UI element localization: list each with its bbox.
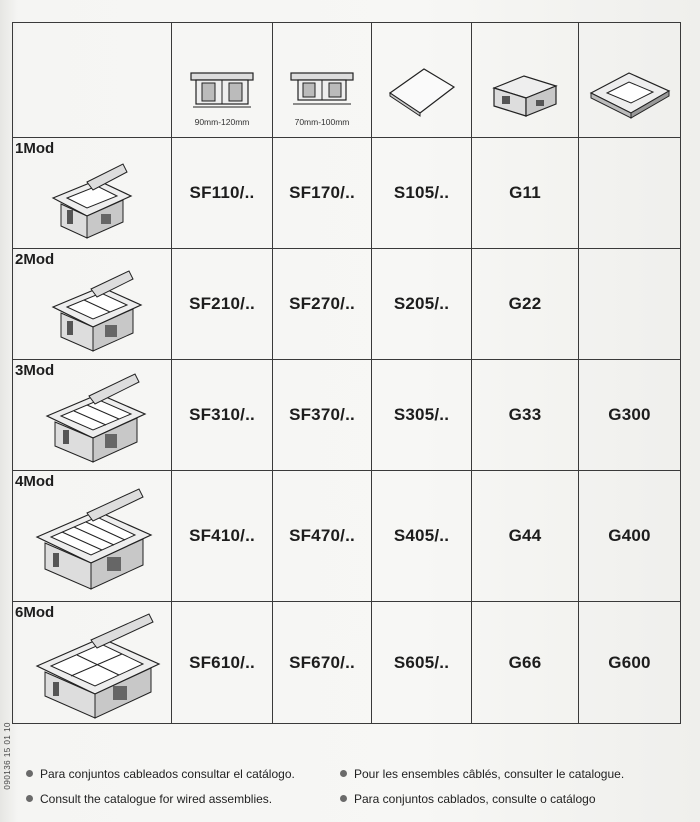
header-row (13, 23, 681, 138)
table-row (13, 138, 681, 249)
square-flange-box-icon (587, 67, 673, 123)
note-fr (340, 767, 624, 781)
code-cell: G400 (579, 471, 681, 602)
code-cell: SF310/.. (172, 360, 273, 471)
mod-cell (13, 249, 172, 360)
code-cell: G66 (472, 602, 579, 724)
note-es (26, 767, 295, 781)
mod-label: 6Mod (15, 604, 55, 621)
bullet-icon (26, 795, 33, 802)
floor-box-3-module-icon (41, 366, 153, 468)
mod-label: 1Mod (15, 140, 55, 157)
code-cell (579, 138, 681, 249)
code-cell: G44 (472, 471, 579, 602)
side-reference-code: 090136 15 01 10 (3, 722, 12, 790)
code-cell: SF670/.. (273, 602, 372, 724)
code-cell (579, 249, 681, 360)
mod-cell (13, 138, 172, 249)
header-corner-cell (13, 23, 172, 138)
dimension-label-short: 70mm-100mm (294, 117, 350, 127)
table-row (13, 602, 681, 724)
mod-label: 3Mod (15, 362, 55, 379)
floor-box-frame-tall-icon (189, 71, 255, 111)
code-cell: G600 (579, 602, 681, 724)
table-row (13, 471, 681, 602)
dimension-label-tall: 90mm-120mm (194, 117, 250, 127)
note-text: Para conjuntos cablados, consulte o catálogo (354, 792, 596, 806)
code-cell: S105/.. (372, 138, 472, 249)
note-en (26, 792, 272, 806)
code-cell: SF610/.. (172, 602, 273, 724)
bullet-icon (26, 770, 33, 777)
header-cell-cover-plate (372, 23, 472, 138)
note-pt (340, 792, 596, 806)
code-cell: S305/.. (372, 360, 472, 471)
code-cell: G11 (472, 138, 579, 249)
concrete-box-icon (490, 70, 560, 122)
code-cell: SF470/.. (273, 471, 372, 602)
code-cell: G33 (472, 360, 579, 471)
code-cell: G300 (579, 360, 681, 471)
floor-box-6-module-icon (31, 606, 165, 722)
floor-box-1-module-icon (47, 158, 137, 242)
mod-label: 2Mod (15, 251, 55, 268)
note-text: Pour les ensembles câblés, consulter le catalogue. (354, 767, 625, 781)
code-cell: SF410/.. (172, 471, 273, 602)
table-row (13, 360, 681, 471)
mod-cell (13, 360, 172, 471)
table-row (13, 249, 681, 360)
code-cell: SF270/.. (273, 249, 372, 360)
mod-cell (13, 471, 172, 602)
mod-cell (13, 602, 172, 724)
code-cell: SF170/.. (273, 138, 372, 249)
floor-box-2-module-icon (47, 263, 147, 357)
floor-box-4-module-icon (31, 481, 159, 595)
code-cell: SF370/.. (273, 360, 372, 471)
product-table (12, 22, 681, 724)
header-cell-concrete-box (472, 23, 579, 138)
code-cell: S405/.. (372, 471, 472, 602)
note-text: Para conjuntos cableados consultar el catálogo. (40, 767, 295, 781)
header-cell-flange-box (579, 23, 681, 138)
bullet-icon (340, 795, 347, 802)
code-cell: S605/.. (372, 602, 472, 724)
code-cell: S205/.. (372, 249, 472, 360)
code-cell: SF210/.. (172, 249, 273, 360)
header-cell-tall-frame (172, 23, 273, 138)
code-cell: SF110/.. (172, 138, 273, 249)
code-cell: G22 (472, 249, 579, 360)
note-text: Consult the catalogue for wired assemblies. (40, 792, 273, 806)
bullet-icon (340, 770, 347, 777)
floor-box-frame-short-icon (289, 71, 355, 111)
cover-plate-icon (386, 63, 458, 123)
header-cell-short-frame (273, 23, 372, 138)
mod-label: 4Mod (15, 473, 55, 490)
